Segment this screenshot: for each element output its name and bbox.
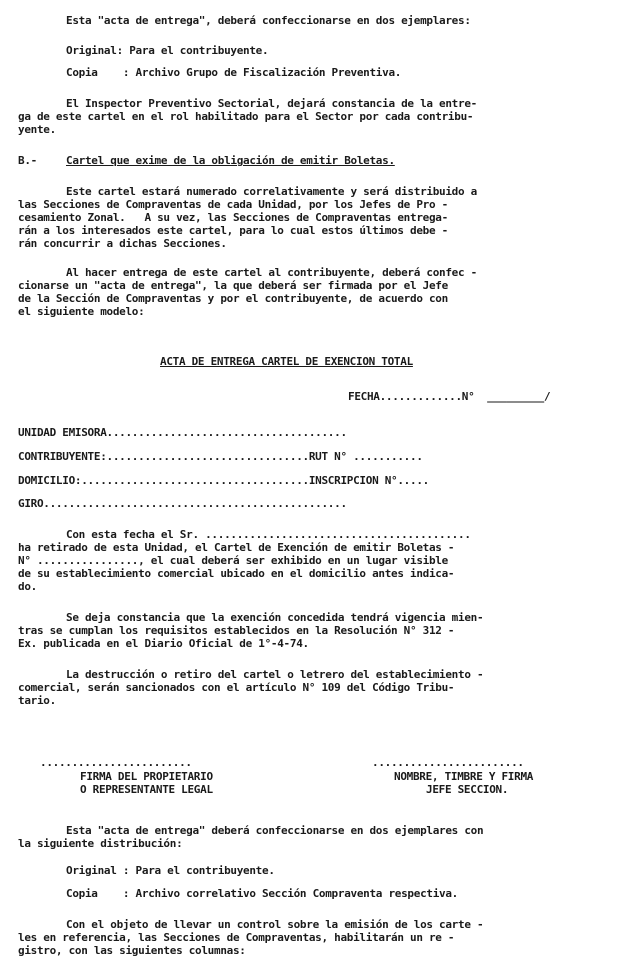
closing-copia: Copia : Archivo correlativo Sección Compraventa respectiva. — [66, 887, 458, 900]
inspector-line-2: ga de este cartel en el rol habilitado para el Sector por cada contribu- — [18, 110, 474, 123]
acta-fecha-line: FECHA.............N° _________/ — [348, 390, 551, 403]
section-b-p1-line-2: las Secciones de Compraventas de cada Unidad, por los Jefes de Pro - — [18, 198, 448, 211]
section-b-p1-line-5: rán concurrir a dichas Secciones. — [18, 237, 227, 250]
signature-right-line-2: JEFE SECCION. — [426, 783, 509, 796]
acta-title: ACTA DE ENTREGA CARTEL DE EXENCION TOTAL — [160, 355, 413, 368]
section-b-p2-line-3: de la Sección de Compraventas y por el contribuyente, de acuerdo con — [18, 292, 448, 305]
closing-last-line-3: gistro, con las siguientes columnas: — [18, 944, 246, 957]
acta-field-domicilio: DOMICILIO:....................................INSCRIPCION N°..... — [18, 474, 429, 487]
section-b-p1-line-1: Este cartel estará numerado correlativamente y será distribuido a — [66, 185, 477, 198]
inspector-line-3: yente. — [18, 123, 56, 136]
inspector-line-1: El Inspector Preventivo Sectorial, dejará constancia de la entre- — [66, 97, 477, 110]
acta-body1-line-4: de su establecimiento comercial ubicado en el domicilio antes indica- — [18, 567, 455, 580]
signature-left-line-1: FIRMA DEL PROPIETARIO — [80, 770, 213, 783]
closing-line-2: la siguiente distribución: — [18, 837, 183, 850]
acta-body1-line-3: N° ................, el cual deberá ser exhibido en un lugar visible — [18, 554, 448, 567]
closing-line-1: Esta "acta de entrega" deberá confeccionarse en dos ejemplares con — [66, 824, 484, 837]
section-b-marker: B.- — [18, 154, 37, 167]
acta-body3-line-2: comercial, serán sancionados con el artículo N° 109 del Código Tribu- — [18, 681, 455, 694]
acta-body3-line-1: La destrucción o retiro del cartel o letrero del establecimiento - — [66, 668, 484, 681]
section-b-p1-line-3: cesamiento Zonal. A su vez, las Secciones de Compraventas entrega- — [18, 211, 448, 224]
closing-original: Original : Para el contribuyente. — [66, 864, 275, 877]
acta-body1-line-2: ha retirado de esta Unidad, el Cartel de Exención de emitir Boletas - — [18, 541, 455, 554]
closing-last-line-2: les en referencia, las Secciones de Compraventas, habilitarán un re - — [18, 931, 455, 944]
intro-line: Esta "acta de entrega", deberá confeccionarse en dos ejemplares: — [66, 14, 471, 27]
signature-right-dots: ........................ — [372, 756, 524, 769]
intro-original: Original: Para el contribuyente. — [66, 44, 269, 57]
signature-left-dots: ........................ — [40, 756, 192, 769]
acta-field-giro: GIRO................................................ — [18, 497, 347, 510]
acta-body3-line-3: tario. — [18, 694, 56, 707]
acta-body2-line-3: Ex. publicada en el Diario Oficial de 1°-4-74. — [18, 637, 309, 650]
section-b-p1-line-4: rán a los interesados este cartel, para lo cual estos últimos debe - — [18, 224, 448, 237]
acta-field-unidad: UNIDAD EMISORA...................................... — [18, 426, 347, 439]
acta-body1-line-1: Con esta fecha el Sr. .......................................... — [66, 528, 471, 541]
section-b-p2-line-2: cionarse un "acta de entrega", la que deberá ser firmada por el Jefe — [18, 279, 448, 292]
section-b-p2-line-4: el siguiente modelo: — [18, 305, 145, 318]
acta-field-contribuyente: CONTRIBUYENTE:................................RUT N° ........... — [18, 450, 423, 463]
signature-right-line-1: NOMBRE, TIMBRE Y FIRMA — [394, 770, 534, 783]
signature-left-line-2: O REPRESENTANTE LEGAL — [80, 783, 213, 796]
intro-copia: Copia : Archivo Grupo de Fiscalización Preventiva. — [66, 66, 402, 79]
acta-body2-line-1: Se deja constancia que la exención concedida tendrá vigencia mien- — [66, 611, 484, 624]
acta-body1-line-5: do. — [18, 580, 37, 593]
section-b-p2-line-1: Al hacer entrega de este cartel al contribuyente, deberá confec - — [66, 266, 477, 279]
closing-last-line-1: Con el objeto de llevar un control sobre la emisión de los carte - — [66, 918, 484, 931]
acta-body2-line-2: tras se cumplan los requisitos establecidos en la Resolución N° 312 - — [18, 624, 455, 637]
section-b-heading: Cartel que exime de la obligación de emitir Boletas. — [66, 154, 395, 167]
